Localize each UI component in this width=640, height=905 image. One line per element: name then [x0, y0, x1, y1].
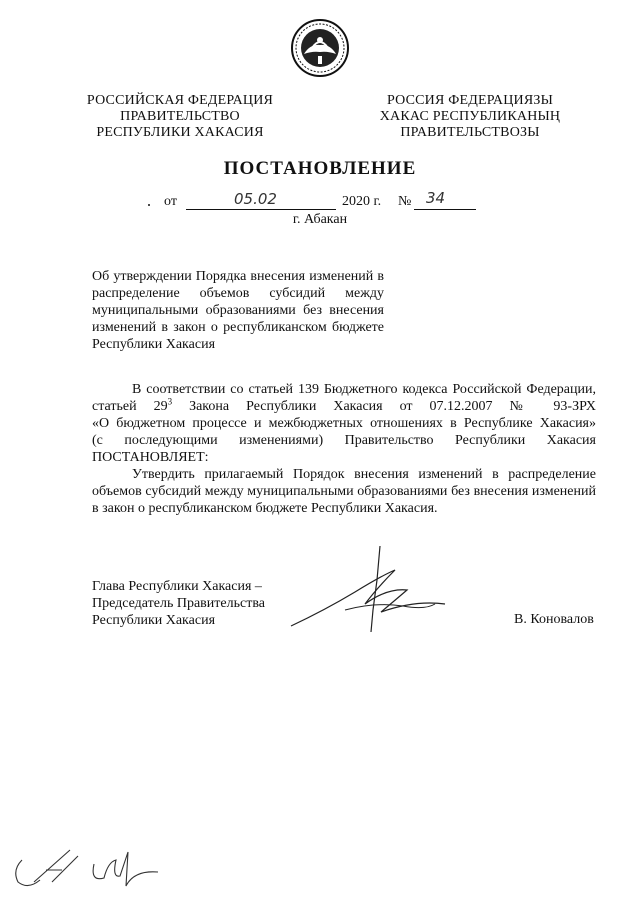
body-line [92, 398, 596, 415]
superscript: 3 [167, 396, 173, 407]
dot-mark [148, 204, 150, 206]
header-russian [70, 93, 290, 141]
body-line: Утвердить прилагаемый Порядок внесения изменений в распределение [132, 467, 596, 482]
subject-line: распределение объемов субсидий между [92, 286, 384, 301]
header-left-line: ПРАВИТЕЛЬСТВО [120, 109, 240, 124]
subject-block [92, 268, 384, 353]
body-line: в закон о республиканском бюджете Республики Хакасия. [92, 501, 438, 516]
signatory-title-line: Председатель Правительства [92, 596, 265, 611]
header-left-line: РЕСПУБЛИКИ ХАКАСИЯ [96, 125, 264, 140]
signatory-name: В. Коновалов [514, 612, 594, 627]
subject-line: Республики Хакасия [92, 337, 216, 352]
document-type-title: ПОСТАНОВЛЕНИЕ [223, 158, 417, 179]
body-line: В соответствии со статьей 139 Бюджетного кодекса Российской Федерации, [132, 382, 596, 397]
signatory-title-line: Глава Республики Хакасия – [92, 579, 262, 594]
body-line: ПОСТАНОВЛЯЕТ: [92, 450, 209, 465]
subject-line: Об утверждении Порядка внесения изменений в [92, 269, 384, 284]
header-right-line: ПРАВИТЕЛЬСТВОЗЫ [400, 125, 540, 140]
date-handwritten: 05.02 [234, 190, 277, 208]
handwritten-signature [285, 540, 455, 640]
signatory-title-line: Республики Хакасия [92, 613, 216, 628]
date-number-line [160, 189, 490, 214]
body-line: «О бюджетном процессе и межбюджетных отношениях в Республике Хакасия» [92, 416, 596, 431]
signatory-title [92, 578, 265, 629]
header-right-line: ХАКАС РЕСПУБЛИКАНЫҢ [379, 109, 561, 124]
date-from-label: от [164, 194, 177, 209]
body-line: (с последующими изменениями) Правительство Республики Хакасия [92, 433, 596, 448]
header-right-line: РОССИЯ ФЕДЕРАЦИЯЗЫ [386, 93, 554, 108]
body-line: объемов субсидий между муниципальными образованиями без внесения изменений [92, 484, 596, 499]
body-fragment: Закона Республики Хакасия от 07.12.2007 № 93-ЗРХ [172, 399, 596, 414]
body-text [92, 381, 596, 517]
header-khakas [360, 93, 580, 141]
khakassia-coat-of-arms-icon [290, 18, 350, 78]
year-label: 2020 г. [342, 194, 382, 209]
city-label: г. Абакан [292, 212, 348, 227]
subject-line: муниципальными образованиями без внесения [92, 303, 384, 318]
handwritten-initials [8, 842, 168, 898]
subject-line: изменений в закон о республиканском бюджете [92, 320, 384, 335]
body-fragment: статьей 29 [92, 399, 168, 414]
number-handwritten: 34 [426, 189, 446, 207]
number-sign: № [398, 194, 412, 209]
header-left-line: РОССИЙСКАЯ ФЕДЕРАЦИЯ [86, 93, 274, 108]
